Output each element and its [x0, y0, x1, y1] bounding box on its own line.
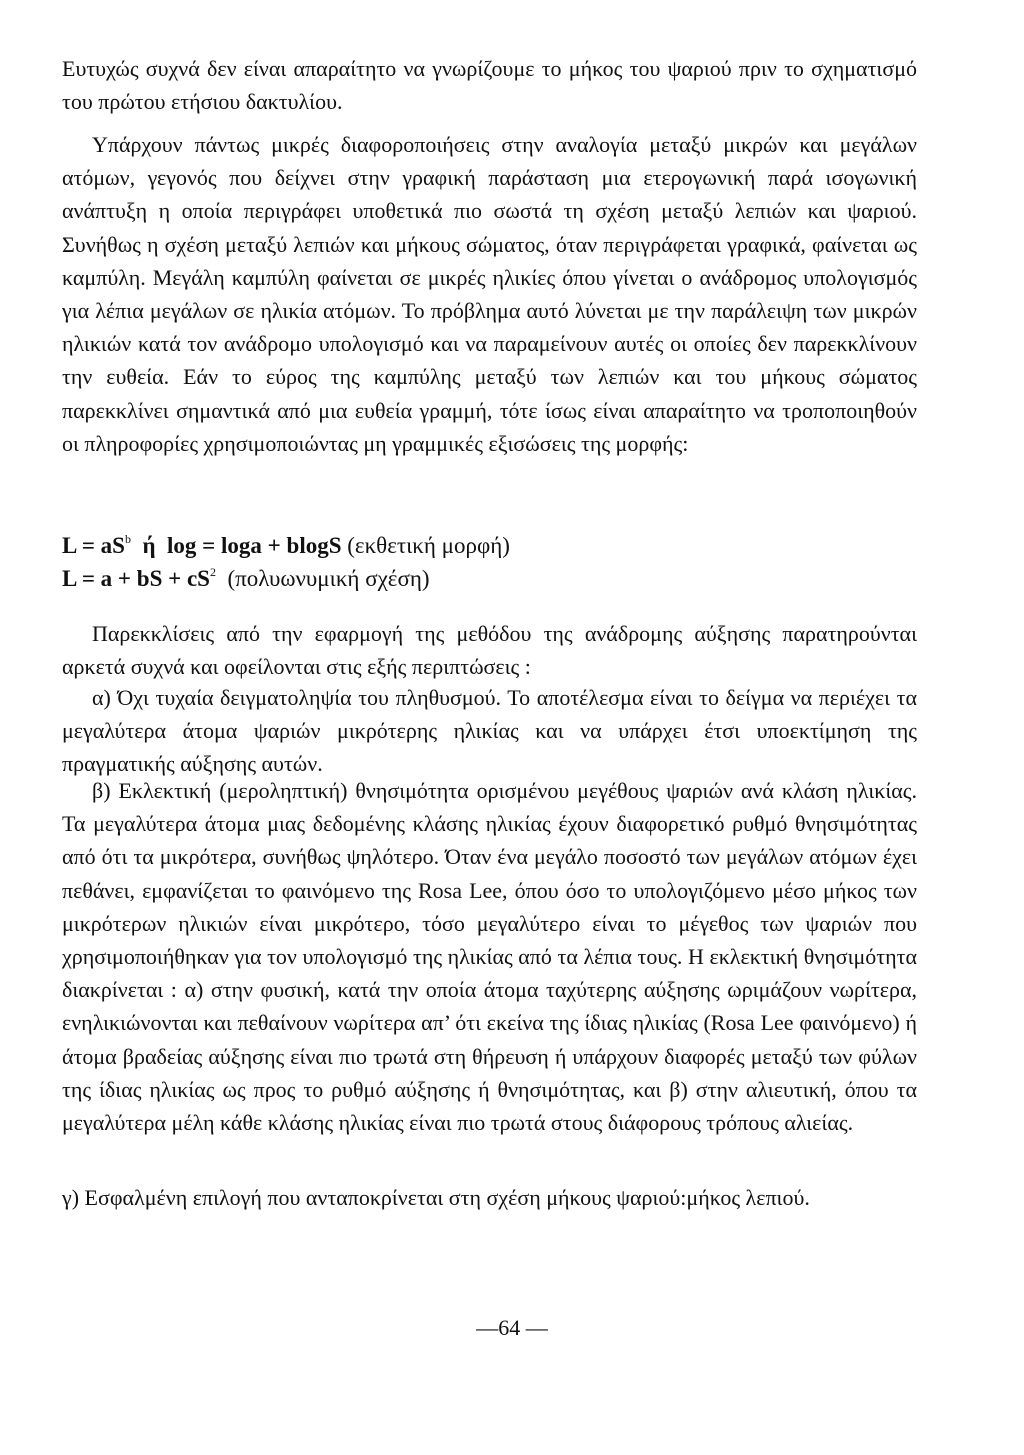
equation-exponential-note: (εκθετική μορφή) — [347, 533, 510, 558]
paragraph-scale-body-relation: Υπάρχουν πάντως μικρές διαφοροποιήσεις στην αναλογία μεταξύ μικρών και μεγάλων ατόμων, γεγονός που δείχνει στην γραφική παράσταση μια ετερογωνική παρά ισογωνική ανάπτυξη η οποία περιγράφει υποθετικά πιο σωστά τη σχέση μεταξύ λεπιών και ψαριού. Συνήθως η σχέση μεταξύ λεπιών και μήκους σώματος, όταν περιγράφεται γραφικά, φαίνεται ως καμπύλη. Μεγάλη καμπύλη φαίνεται σε μικρές ηλικίες όπου γίνεται ο ανάδρομος υπολογισμός για λέπια μεγάλων σε ηλικία ατόμων. Το πρόβλημα αυτό λύνεται με την παράλειψη των μικρών ηλικιών κατά τον ανάδρομο υπολογισμό και να παραμείνουν αυτές οι οποίες δεν παρεκκλίνουν την ευθεία. Εάν το εύρος της καμπύλης μεταξύ των λεπιών και του μήκους σώματος παρεκκλίνει σημαντικά από μια ευθεία γραμμή, τότε ίσως είναι απαραίτητο να τροποποιηθούν οι πληροφορίες χρησιμοποιώντας μη γραμμικές εξισώσεις της μορφής: — [62, 132, 917, 456]
page-number: —64 — — [476, 1315, 548, 1340]
equation-exponential — [62, 531, 510, 561]
equation-exponential-log-form: log = loga + blogS — [167, 533, 342, 558]
paragraph-intro: Ευτυχώς συχνά δεν είναι απαραίτητο να γνωρίζουμε το μήκος του ψαριού πριν το σχηματισμό του πρώτου ετήσιου δακτυλίου. — [62, 56, 917, 115]
equation-exponential-or: ή — [142, 533, 156, 558]
equation-polynomial-note: (πολυωνυμική σχέση) — [227, 566, 430, 591]
paragraph-deviations: Παρεκκλίσεις από την εφαρμογή της μεθόδου της ανάδρομης αύξησης παρατηρούνται αρκετά συχνά και οφείλονται στις εξής περιπτώσεις : — [62, 621, 917, 680]
equation-polynomial-exponent: 2 — [209, 565, 216, 579]
equation-polynomial-lhs: L = a + bS + cS — [62, 566, 210, 591]
paragraph-case-b: β) Εκλεκτική (μεροληπτική) θνησιμότητα ορισμένου μεγέθους ψαριών ανά κλάση ηλικίας. Τα μεγαλύτερα άτομα μιας δεδομένης κλάσης ηλικίας έχουν διαφορετικό ρυθμό θνησιμότητας από ότι τα μικρότερα, συνήθως ψηλότερο. Όταν ένα μεγάλο ποσοστό των μεγάλων ατόμων έχει πεθάνει, εμφανίζεται το φαινόμενο της Rosa Lee, όπου όσο το υπολογιζόμενο μέσο μήκος των μικρότερων ηλικιών είναι μικρότερο, τόσο μεγαλύτερο είναι το μέγεθος των ψαριών που χρησιμοποιήθηκαν για τον υπολογισμό της ηλικίας από τα λέπια τους. Η εκλεκτική θνησιμότητα διακρίνεται : α) στην φυσική, κατά την οποία άτομα ταχύτερης αύξησης ωριμάζουν νωρίτερα, ενηλικιώνονται και πεθαίνουν νωρίτερα απ’ ότι εκείνα της ίδιας ηλικίας (Rosa Lee φαινόμενο) ή άτομα βραδείας αύξησης είναι πιο τρωτά στη θήρευση ή υπάρχουν διαφορές μεταξύ των φύλων της ίδιας ηλικίας ως προς το ρυθμό αύξησης ή θνησιμότητας, και β) στην αλιευτική, όπου τα μεγαλύτερα μέλη κάθε κλάσης ηλικίας είναι πιο τρωτά στους διάφορους τρόπους αλιείας. — [62, 778, 917, 1136]
paragraph-case-a: α) Όχι τυχαία δειγματοληψία του πληθυσμού. Το αποτέλεσμα είναι το δείγμα να περιέχει τα μεγαλύτερα άτομα ψαριών μικρότερης ηλικίας και να υπάρχει έτσι υποεκτίμηση της πραγματικής αύξησης αυτών. — [62, 685, 917, 777]
paragraph-case-c: γ) Εσφαλμένη επιλογή που ανταποκρίνεται στη σχέση μήκους ψαριού:μήκος λεπιού. — [62, 1185, 810, 1210]
equation-exponential-exponent: b — [124, 532, 131, 546]
equation-polynomial — [62, 564, 430, 594]
equation-exponential-lhs: L = aS — [62, 533, 125, 558]
